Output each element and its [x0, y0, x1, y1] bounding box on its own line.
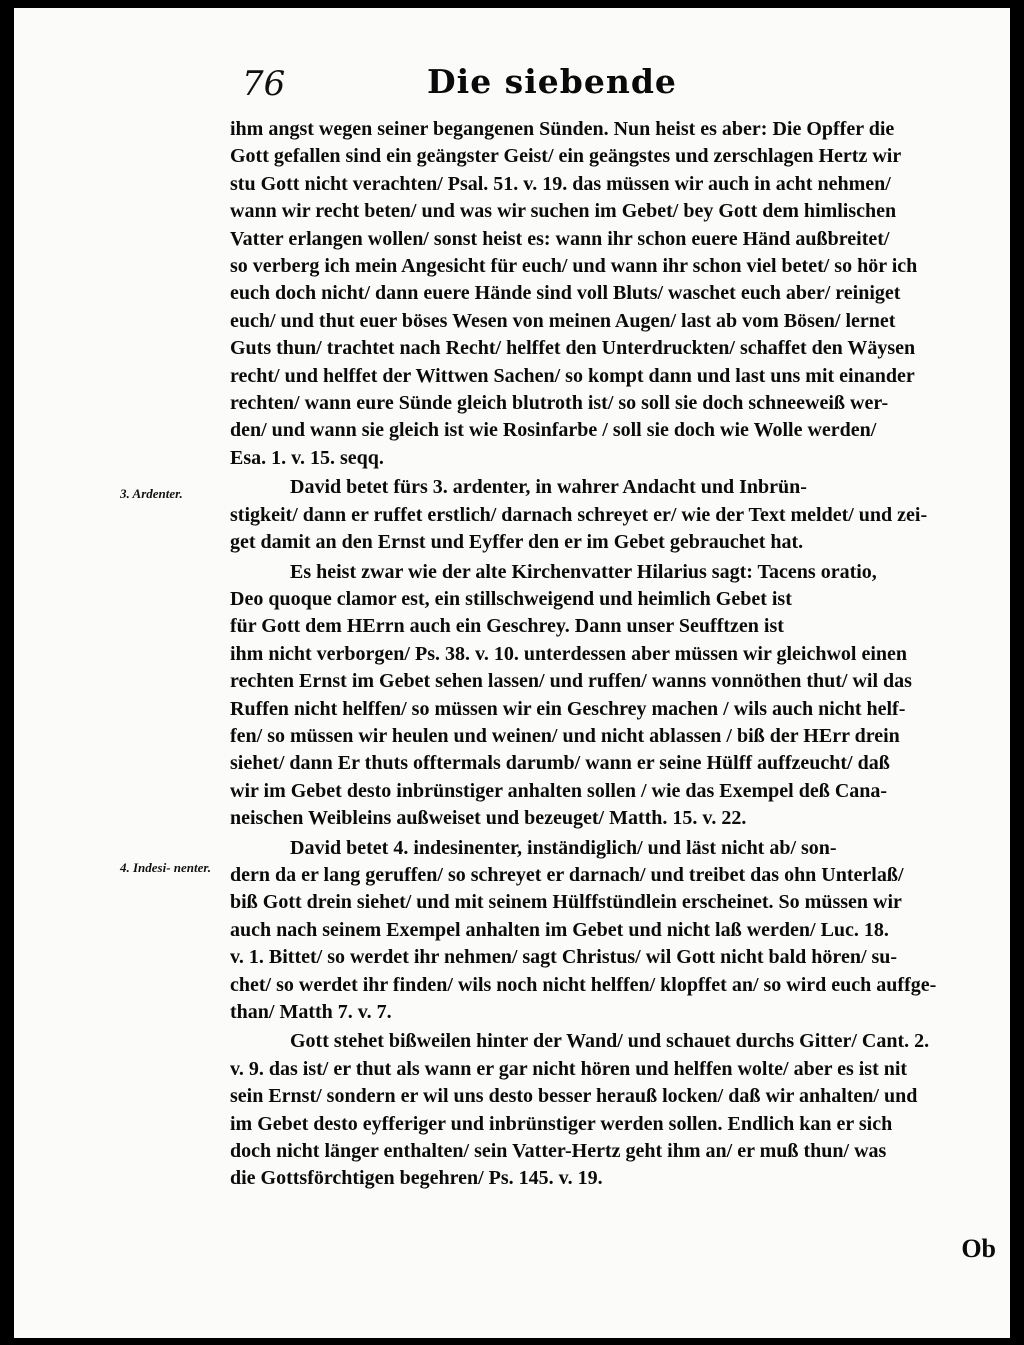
- paragraph-closing: [230, 1028, 1010, 1192]
- text-line: biß Gott drein siehet/ und mit seinem Hülffstündlein erscheinet. So müssen wir: [230, 891, 902, 914]
- text-line: doch nicht länger enthalten/ sein Vatter-Hertz geht ihm an/ er muß thun/ was: [230, 1140, 887, 1163]
- text-line: recht/ und helffet der Wittwen Sachen/ so kompt dann und last uns mit einander: [230, 364, 915, 387]
- catchword: Ob: [961, 1234, 996, 1263]
- text-line: Esa. 1. v. 15. seqq.: [230, 446, 384, 469]
- text-line: rechten/ wann eure Sünde gleich blutroth ist/ so soll sie doch schneeweiß wer-: [230, 392, 889, 415]
- text-line: rechten Ernst im Gebet sehen lassen/ und ruffen/ wanns vonnöthen thut/ wil das: [230, 670, 912, 693]
- page-number: 76: [242, 64, 286, 104]
- margin-note-indesinenter: 4. Indesi- nenter.: [120, 860, 212, 875]
- text-line: die Gottsförchtigen begehren/ Ps. 145. v. 19.: [230, 1167, 603, 1190]
- text-line: euch doch nicht/ dann euere Hände sind voll Bluts/ waschet euch aber/ reiniget: [230, 282, 901, 305]
- text-line: than/ Matth 7. v. 7.: [230, 1001, 392, 1023]
- text-line: sein Ernst/ sondern er wil uns desto besser herauß locken/ daß wir anhalten/ und: [230, 1085, 918, 1108]
- text-line: siehet/ dann Er thuts offtermals darumb/ wann er seine Hülff auffzeucht/ daß: [230, 752, 890, 775]
- running-head: Die siebende: [427, 62, 677, 101]
- text-line: im Gebet desto eyfferiger und inbrünstiger werden sollen. Endlich kan er sich: [230, 1112, 893, 1135]
- page-body: [230, 116, 1010, 1193]
- paragraph-opening: [230, 116, 1010, 472]
- text-line: Es heist zwar wie der alte Kirchenvatter Hilarius sagt: Tacens oratio,: [290, 560, 877, 583]
- text-line: neischen Weibleins außweiset und bezeuget/ Matth. 15. v. 22.: [230, 807, 747, 830]
- text-line: fen/ so müssen wir heulen und weinen/ und nicht ablassen / biß der HErr drein: [230, 724, 900, 747]
- text-line: v. 1. Bittet/ so werdet ihr nehmen/ sagt Christus/ wil Gott nicht bald hören/ su-: [230, 946, 898, 969]
- text-line: Vatter erlangen wollen/ sonst heist es: wann ihr schon euere Händ außbreitet/: [230, 227, 890, 250]
- text-line: für Gott dem HErrn auch ein Geschrey. Dann unser Seufftzen ist: [230, 615, 784, 638]
- text-line: Gott stehet bißweilen hinter der Wand/ und schauet durchs Gitter/ Cant. 2.: [290, 1030, 930, 1053]
- text-line: wir im Gebet desto inbrünstiger anhalten sollen / wie das Exempel deß Cana-: [230, 779, 888, 802]
- text-line: wann wir recht beten/ und was wir suchen im Gebet/ bey Gott dem himlischen: [230, 200, 897, 223]
- margin-note-ardenter: 3. Ardenter.: [120, 486, 183, 501]
- text-line: euch/ und thut euer böses Wesen von meinen Augen/ last ab vom Bösen/ lernet: [230, 309, 896, 332]
- book-page: [14, 8, 1010, 1338]
- text-line: so verberg ich mein Angesicht für euch/ und wann ihr schon viel betet/ so hör ich: [230, 255, 918, 278]
- text-line: Guts thun/ trachtet nach Recht/ helffet den Unterdruckten/ schaffet den Wäysen: [230, 337, 916, 360]
- text-line: Gott gefallen sind ein geängster Geist/ ein geängstes und zerschlagen Hertz wir: [230, 145, 902, 168]
- text-line: v. 9. das ist/ er thut als wann er gar nicht hören und helffen wolte/ aber es ist nit: [230, 1057, 908, 1080]
- text-line: stigkeit/ dann er ruffet erstlich/ darnach schreyet er/ wie der Text meldet/ und zei-: [230, 503, 928, 526]
- text-line: get damit an den Ernst und Eyffer den er im Gebet gebrauchet hat.: [230, 531, 804, 554]
- text-line: ihm nicht verborgen/ Ps. 38. v. 10. unterdessen aber müssen wir gleichwol einen: [230, 642, 908, 665]
- text-line: David betet 4. indesinenter, inständiglich/ und läst nicht ab/ son-: [290, 836, 837, 859]
- paragraph-indesinenter: [230, 835, 1010, 1027]
- text-line: stu Gott nicht verachten/ Psal. 51. v. 19. das müssen wir auch in acht nehmen/: [230, 172, 891, 195]
- text-line: ihm angst wegen seiner begangenen Sünden. Nun heist es aber: Die Opffer die: [230, 118, 895, 140]
- paragraph-hilarius: [230, 559, 1010, 833]
- text-line: Ruffen nicht helffen/ so müssen wir ein Geschrey machen / wils auch nicht helf-: [230, 697, 906, 720]
- text-line: dern da er lang geruffen/ so schreyet er darnach/ und treibet das ohn Unterlaß/: [230, 863, 904, 886]
- page-header: [14, 62, 1010, 112]
- text-line: chet/ so werdet ihr finden/ wils noch nicht helffen/ klopffet an/ so wird euch auffge-: [230, 973, 937, 996]
- text-line: den/ und wann sie gleich ist wie Rosinfarbe / soll sie doch wie Wolle werden/: [230, 419, 877, 442]
- text-line: auch nach seinem Exempel anhalten im Gebet und nicht laß werden/ Luc. 18.: [230, 918, 889, 941]
- paragraph-ardenter: [230, 474, 1010, 556]
- text-line: David betet fürs 3. ardenter, in wahrer Andacht und Inbrün-: [290, 476, 807, 499]
- text-line: Deo quoque clamor est, ein stillschweigend und heimlich Gebet ist: [230, 587, 792, 610]
